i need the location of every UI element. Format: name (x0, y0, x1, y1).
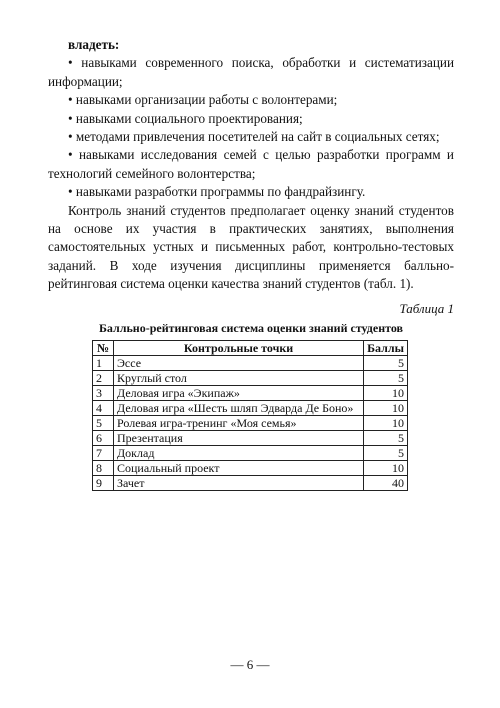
row-number: 6 (93, 430, 114, 445)
table-row (93, 475, 408, 490)
bullet-item: • навыками исследования семей с целью разработки программ и технологий семейного волонтерства; (48, 146, 454, 183)
row-control-point: Доклад (114, 445, 364, 460)
row-score: 10 (364, 460, 408, 475)
row-number: 9 (93, 475, 114, 490)
row-number: 3 (93, 385, 114, 400)
table-row (93, 370, 408, 385)
header-number: № (93, 340, 114, 355)
row-number: 2 (93, 370, 114, 385)
row-control-point: Деловая игра «Экипаж» (114, 385, 364, 400)
body-paragraph: Контроль знаний студентов предполагает оценку знаний студентов на основе их участия в практических занятиях, выполнения самостоятельных устных и письменных работ, контрольно-тестовых заданий. В ходе изучения дисциплины применяется балльно-рейтинговая система оценки качества знаний студентов (табл. 1). (48, 202, 454, 292)
table-row (93, 355, 408, 370)
page-number: — 6 — (230, 657, 270, 672)
row-control-point: Эссе (114, 355, 364, 370)
bullet-item: • навыками организации работы с волонтерами; (48, 91, 454, 109)
bullet-item: • навыками разработки программы по фандрайзингу. (48, 183, 454, 201)
header-scores: Баллы (364, 340, 408, 355)
row-score: 40 (364, 475, 408, 490)
table-row (93, 460, 408, 475)
row-control-point: Круглый стол (114, 370, 364, 385)
row-number: 4 (93, 400, 114, 415)
score-table (92, 340, 408, 491)
row-control-point: Деловая игра «Шесть шляп Эдварда Де Боно» (114, 400, 364, 415)
row-number: 5 (93, 415, 114, 430)
row-number: 8 (93, 460, 114, 475)
row-control-point: Ролевая игра-тренинг «Моя семья» (114, 415, 364, 430)
bullet-item: • навыками современного поиска, обработки и систематизации информации; (48, 54, 454, 91)
row-score: 10 (364, 400, 408, 415)
row-score: 5 (364, 355, 408, 370)
table-row (93, 430, 408, 445)
row-control-point: Социальный проект (114, 460, 364, 475)
row-control-point: Презентация (114, 430, 364, 445)
row-number: 7 (93, 445, 114, 460)
row-score: 10 (364, 385, 408, 400)
row-control-point: Зачет (114, 475, 364, 490)
row-score: 5 (364, 370, 408, 385)
row-number: 1 (93, 355, 114, 370)
table-caption: Таблица 1 (399, 300, 454, 316)
row-score: 5 (364, 430, 408, 445)
table-row (93, 400, 408, 415)
bullet-item: • навыками социального проектирования; (48, 110, 454, 128)
bullet-item: • методами привлечения посетителей на сайт в социальных сетях; (48, 128, 454, 146)
table-row (93, 415, 408, 430)
row-score: 5 (364, 445, 408, 460)
page-content (48, 36, 454, 491)
section-heading: владеть: (68, 37, 120, 52)
table-header-row (93, 340, 408, 355)
table-title: Балльно-рейтинговая система оценки знаний студентов (98, 320, 404, 335)
header-control-points: Контрольные точки (114, 340, 364, 355)
row-score: 10 (364, 415, 408, 430)
table-row (93, 445, 408, 460)
table-row (93, 385, 408, 400)
